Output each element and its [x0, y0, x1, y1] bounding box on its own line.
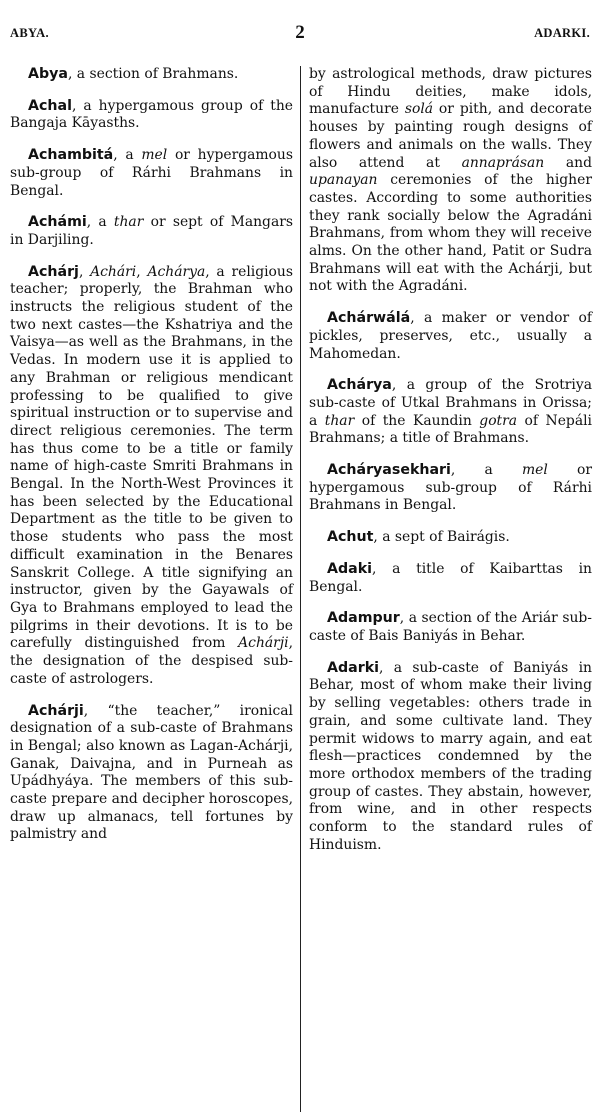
italic-term: thar [324, 412, 355, 429]
definition: or sept of Mangars in Darjiling. [10, 214, 293, 248]
headword: Achut [327, 529, 374, 546]
italic-term: Achárji [238, 635, 289, 652]
headword: Achal [28, 97, 72, 114]
headword: Acháryasekhari [327, 462, 451, 479]
entry-acharyasekhari [309, 462, 592, 515]
entry-acharj [10, 264, 293, 689]
entry-adarki [309, 660, 592, 855]
entry-achami [10, 214, 293, 249]
definition: , a section of the Ariár sub-caste of Bais Baniyás in Behar. [309, 610, 592, 644]
entry-acharya [309, 377, 592, 448]
headword: Achárj [28, 263, 79, 280]
header-right-guide-word: ADARKI. [534, 26, 590, 40]
definition: or pith, and decorate houses by painting rough designs of flowers and animals on the walls. They also attend at [309, 101, 592, 171]
definition: , a sept of Bairágis. [373, 529, 510, 546]
headword: Achárji [28, 702, 84, 719]
definition: , a title of Kaibarttas in Bengal. [309, 560, 592, 595]
entry-abya [10, 66, 293, 84]
italic-term: Achárya [147, 263, 206, 280]
entry-acharwala [309, 310, 592, 363]
column-divider [300, 66, 301, 1112]
definition: , the designation of the despised sub-caste of astrologers. [10, 635, 293, 687]
headword: Achámi [28, 214, 87, 231]
definition: or hypergamous sub-group of Rárhi Brahmans in Bengal. [10, 147, 293, 199]
page-number: 2 [295, 22, 305, 43]
right-column [309, 66, 592, 868]
italic-term: upanayan [309, 172, 378, 189]
italic-term: annaprásan [461, 154, 545, 171]
headword: Achambitá [28, 147, 114, 164]
entry-achambita [10, 147, 293, 200]
headword: Adarki [327, 659, 380, 676]
italic-term: mel [141, 147, 168, 164]
running-header [10, 22, 590, 50]
headword: Adaki [327, 560, 373, 577]
definition: , [78, 263, 91, 280]
entry-achut [309, 529, 592, 547]
definition: , “the teacher,” ironical designation of a sub-caste of Brahmans in Bengal; also known as Lagan-Achárji, Ganak, Daivajna, and in Purneah as Upádhyáya. The members of this sub-caste prepare and decipher horoscopes, draw up almanacs, tell fortunes by palmistry and [10, 702, 293, 843]
entry-continuation [309, 66, 592, 296]
left-column [10, 66, 293, 858]
definition: , a group of the Srotriya sub-caste of Utkal Brahmans in Orissa; a [309, 377, 592, 429]
entry-adampur [309, 610, 592, 645]
entry-adaki [309, 561, 592, 596]
definition: of Nepáli Brahmans; a title of Brahmans. [309, 412, 592, 447]
headword: Abya [28, 66, 68, 82]
definition: and [544, 154, 592, 171]
headword: Achárya [327, 377, 392, 394]
definition: , a [450, 462, 522, 479]
definition: , a maker or vendor of pickles, preserves, etc., usually a Mahomedan. [309, 310, 592, 362]
italic-term: solá [404, 101, 434, 118]
definition: , a [113, 147, 142, 164]
definition: by astrological methods, draw pictures of Hindu deities, make idols, manufacture [309, 66, 592, 118]
definition: , a sub-caste of Baniyás in Behar, most of whom make their living by selling vegetables: others trade in grain, and some cultivate land. They permit widows to marry again, and eat flesh—practices condemned by the more orthodox members of the trading group of castes. They abstain, however, from wine, and in other respects conform to the standard rules of Hinduism. [309, 659, 592, 853]
entry-acharji [10, 703, 293, 845]
definition: , a section of Brahmans. [67, 66, 239, 82]
definition: , a [86, 214, 114, 231]
definition: , a hypergamous group of the Bangaja Kāyasths. [10, 97, 293, 132]
definition: , a religious teacher; properly, the Brahman who instructs the religious student of the two next castes—the Kshatriya and the Vaisya—as well as the Brahmans, in the Vedas. In modern use it is applied to any Brahman or religious mendicant professing to be qualified to give spiritual instruction or to supervise and direct religious ceremonies. The term has thus come to be a title or family name of high-caste Smriti Brahmans in Bengal. In the North-West Provinces it has been selected by the Educational Department as the title to be given to those students who pass the most difficult examination in the Benares Sanskrit College. A title signifying an instructor, given by the Gayawals of Gya to Brahmans employed to lead the pilgrims in their devotions. It is to be carefully distinguished from [10, 263, 293, 652]
headword: Adampur [327, 610, 400, 627]
definition: ceremonies of the higher castes. According to some authorities they rank socially below the Agradáni Brahmans, from whom they will receive alms. On the other hand, Patit or Sudra Brahmans will eat with the Achárji, but not with the Agradáni. [309, 172, 592, 295]
header-left-guide-word: ABYA. [10, 26, 49, 40]
definition: or hypergamous sub-group of Rárhi Brahmans in Bengal. [309, 462, 593, 514]
italic-term: thar [113, 214, 144, 231]
italic-term: mel [521, 462, 548, 479]
italic-term: gotra [479, 412, 518, 429]
entry-achal [10, 98, 293, 133]
italic-term: Achári [90, 263, 137, 280]
headword: Achárwálá [327, 310, 411, 327]
definition: of the Kaundin [354, 412, 480, 429]
definition: , [136, 263, 148, 280]
